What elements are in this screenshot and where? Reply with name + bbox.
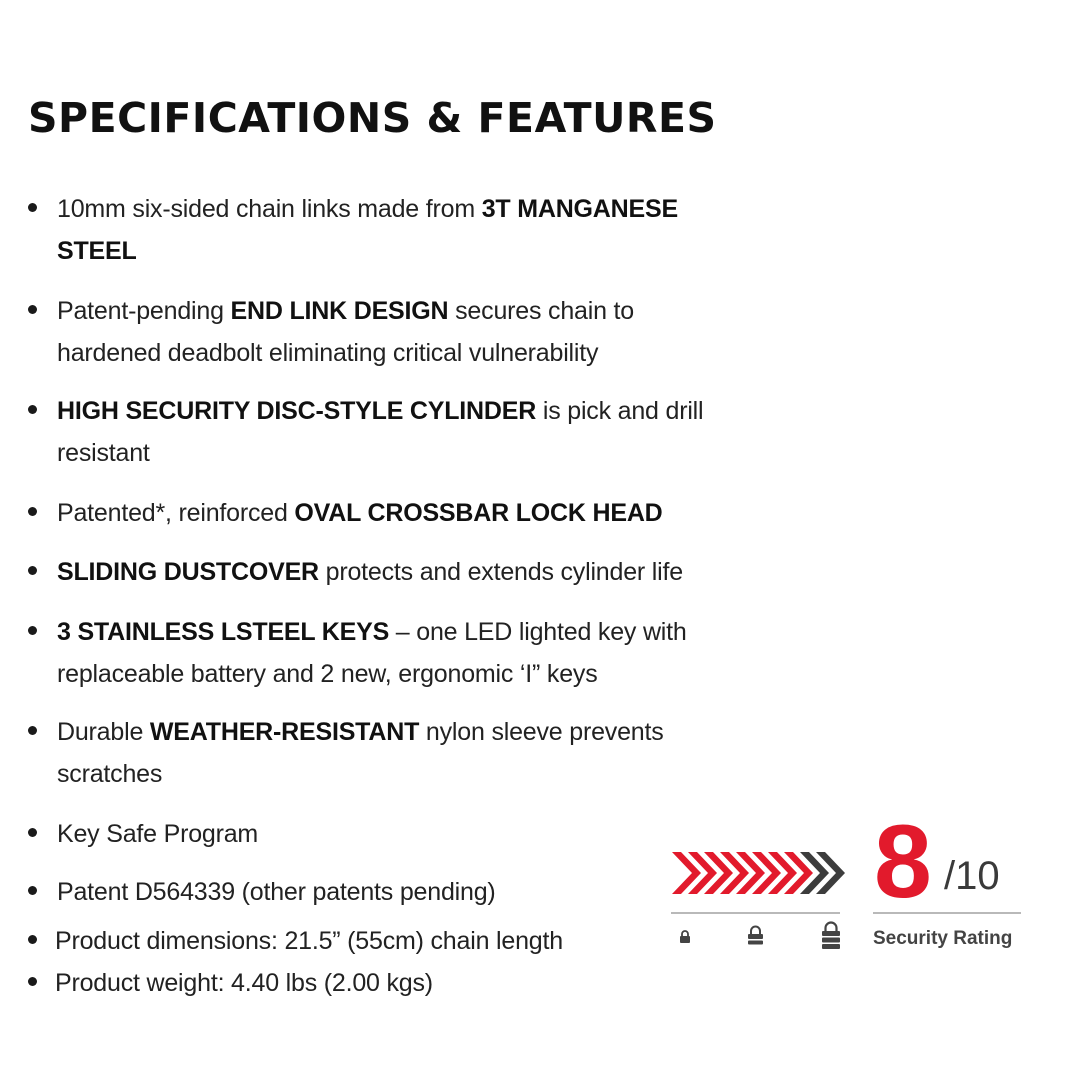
page-title: SPECIFICATIONS & FEATURES: [28, 94, 717, 142]
bullet-icon: [28, 405, 37, 414]
feature-text: Patent D564339 (other patents pending): [57, 878, 496, 906]
bullet-icon: [28, 726, 37, 735]
bullet-icon: [28, 305, 37, 314]
feature-item-sleeve: [28, 711, 718, 795]
rating-chevrons: [672, 852, 845, 894]
bullet-icon: [28, 828, 37, 837]
feature-item-dustcover: [28, 551, 718, 593]
feature-item-key-safe: [28, 813, 718, 855]
lock-small-icon: [680, 931, 690, 943]
feature-text: 10mm six-sided chain links made from 3T MANGANESE STEEL: [57, 195, 678, 265]
feature-item-weight: [28, 962, 718, 1004]
rating-max: /10: [944, 854, 1000, 898]
bullet-icon: [28, 566, 37, 575]
lock-medium-icon: [748, 927, 763, 945]
bullet-icon: [28, 977, 37, 986]
bullet-icon: [28, 507, 37, 516]
feature-item-cylinder: [28, 390, 718, 474]
feature-item-dimensions: [28, 920, 718, 962]
rating-label: Security Rating: [873, 928, 1013, 949]
feature-text: Product dimensions: 21.5” (55cm) chain length: [55, 927, 563, 955]
feature-item-lock-head: [28, 492, 718, 534]
feature-text: SLIDING DUSTCOVER protects and extends cylinder life: [57, 558, 683, 586]
feature-text: HIGH SECURITY DISC-STYLE CYLINDER is pick and drill resistant: [57, 397, 704, 467]
feature-item-chain-links: [28, 188, 718, 272]
feature-text: 3 STAINLESS LSTEEL KEYS – one LED lighted key with replaceable battery and 2 new, ergonomic ‘I” keys: [57, 618, 687, 688]
feature-text: Patent-pending END LINK DESIGN secures chain to hardened deadbolt eliminating critical vulnerability: [57, 297, 634, 367]
bullet-icon: [28, 886, 37, 895]
feature-text: Durable WEATHER-RESISTANT nylon sleeve prevents scratches: [57, 718, 664, 788]
feature-item-keys: [28, 611, 718, 695]
bullet-icon: [28, 935, 37, 944]
feature-item-end-link: [28, 290, 718, 374]
feature-item-patent: [28, 871, 718, 913]
bullet-icon: [28, 203, 37, 212]
feature-text: Product weight: 4.40 lbs (2.00 kgs): [55, 969, 433, 997]
bullet-icon: [28, 626, 37, 635]
feature-text: Patented*, reinforced OVAL CROSSBAR LOCK HEAD: [57, 499, 663, 527]
rating-score: 8: [874, 804, 930, 920]
rating-divider-left: [671, 912, 840, 914]
lock-large-icon: [822, 923, 840, 950]
security-rating: [668, 804, 1028, 968]
feature-text: Key Safe Program: [57, 820, 259, 848]
